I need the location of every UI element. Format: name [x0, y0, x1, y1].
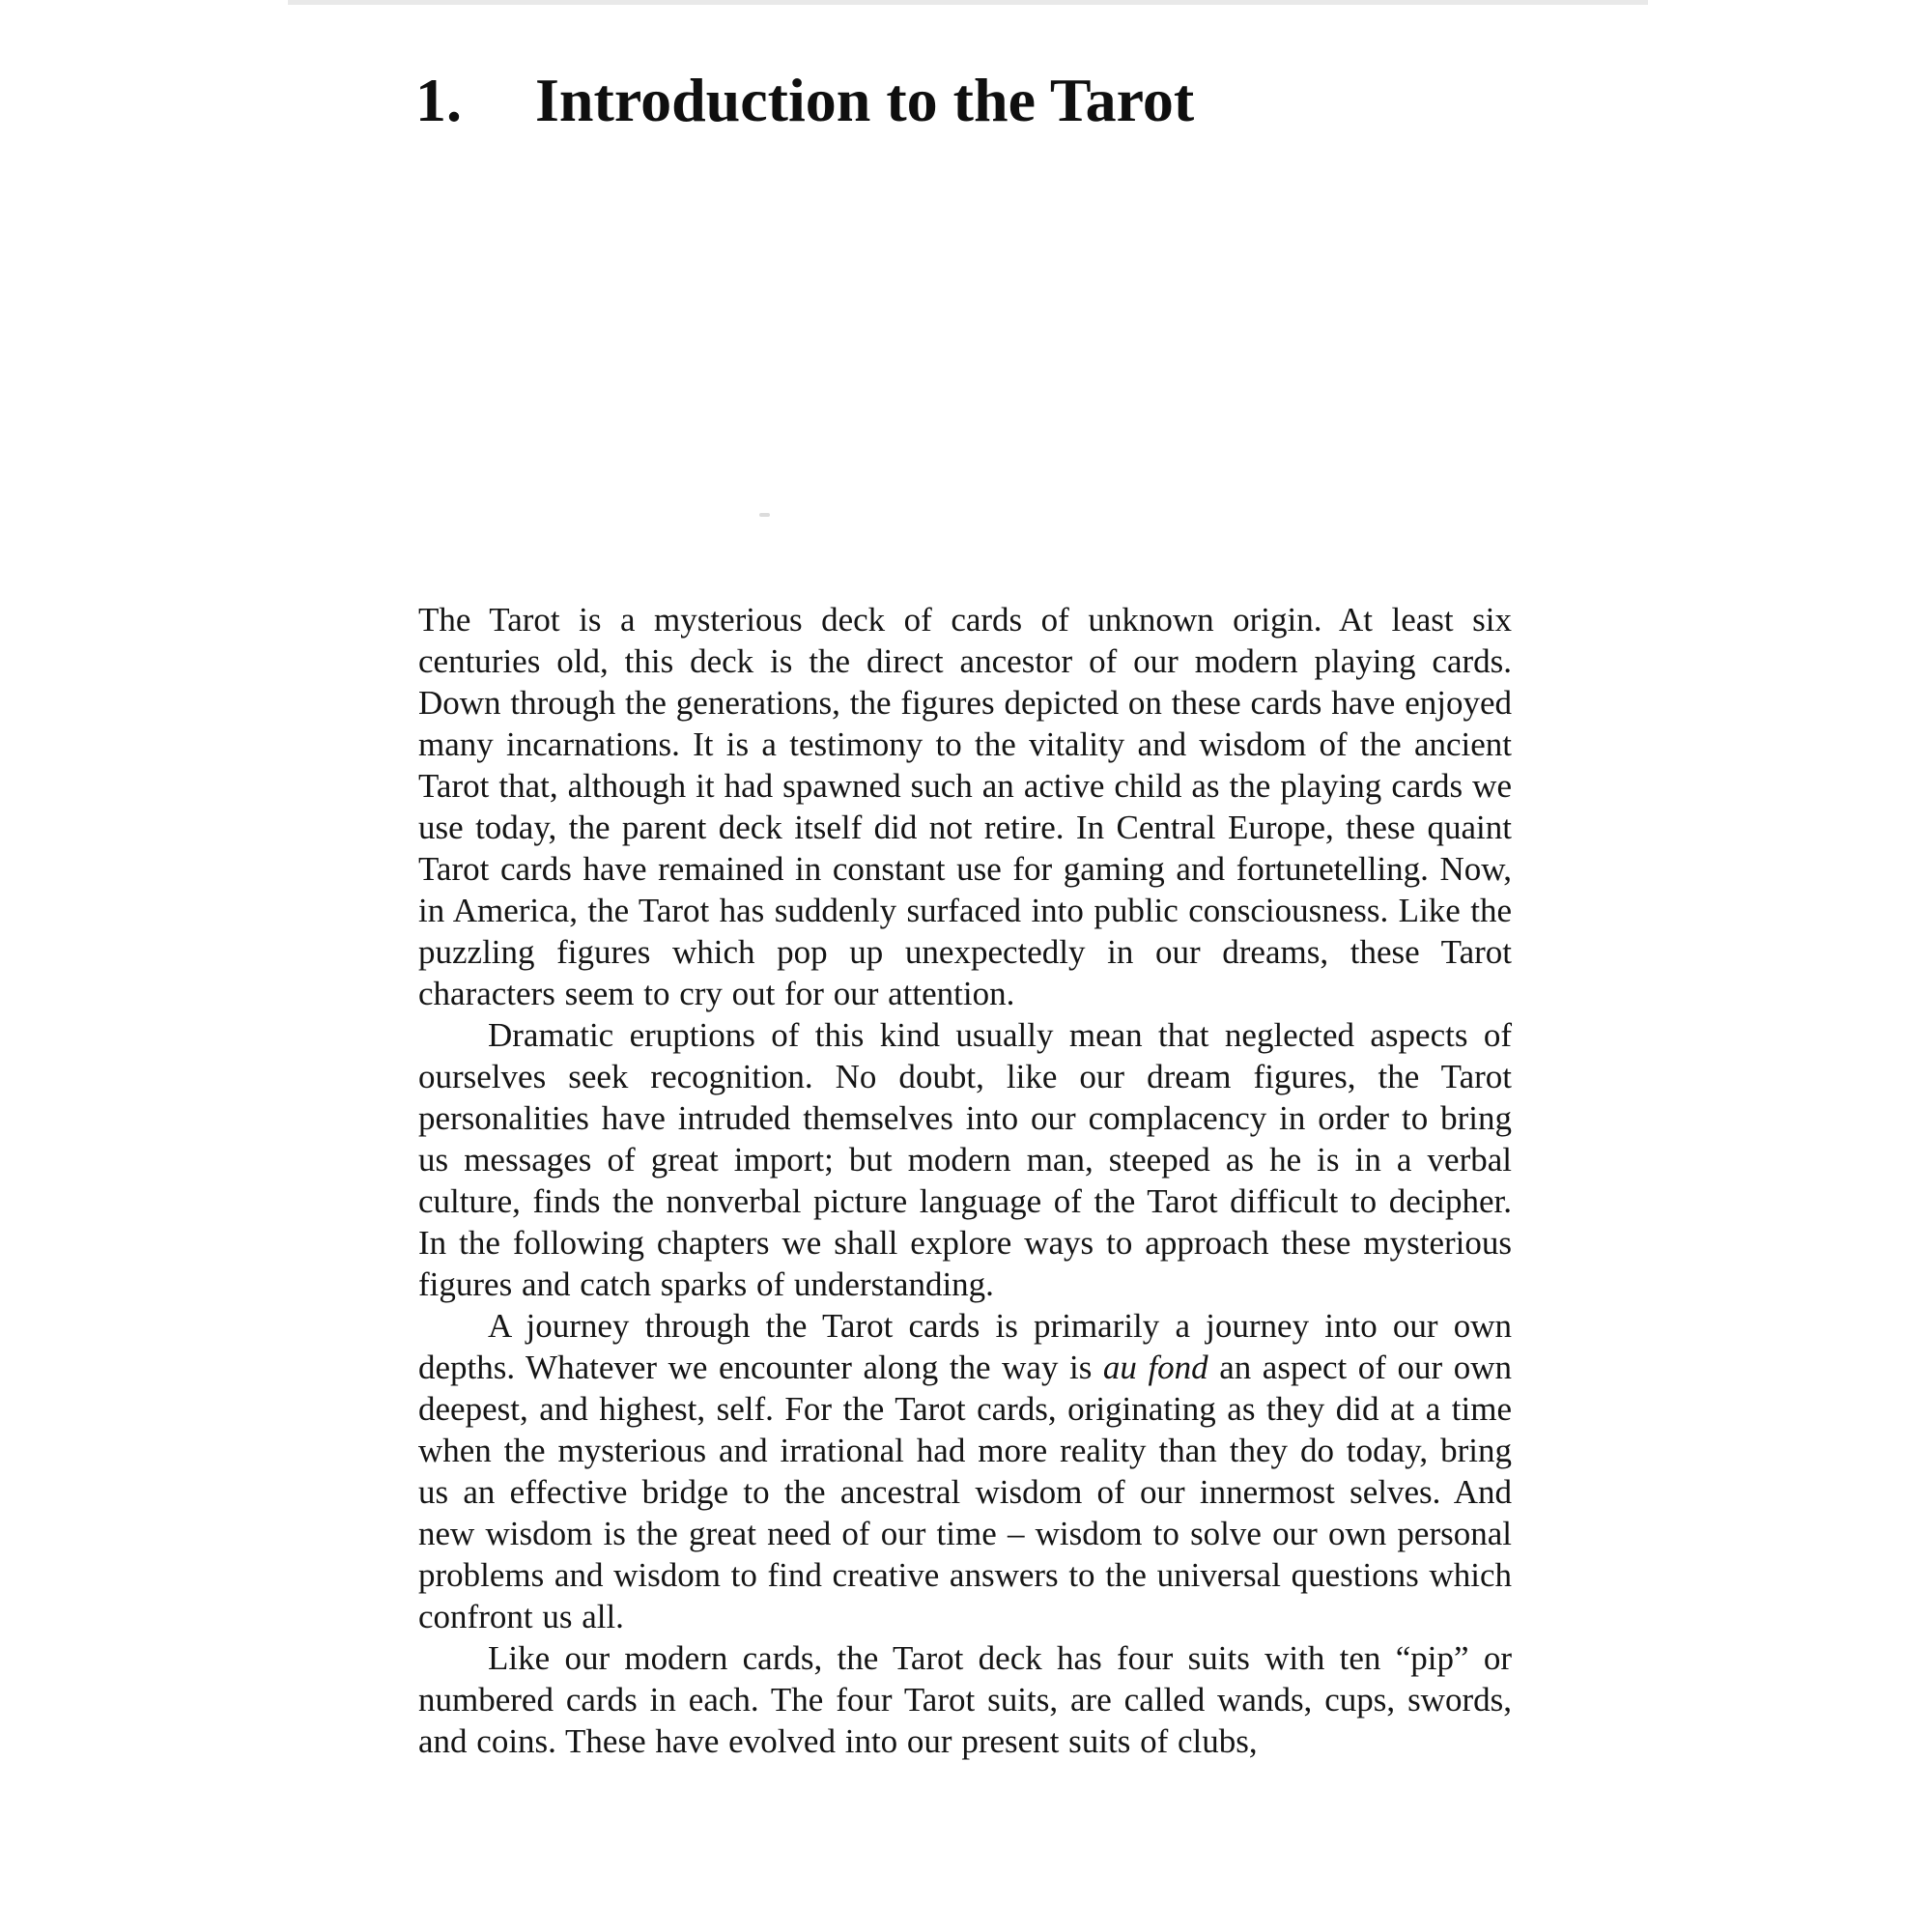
chapter-title: Introduction to the Tarot	[535, 66, 1195, 134]
paragraph-2: Dramatic eruptions of this kind usually mean that neglected aspects of ourselves seek recognition. No doubt, like our dream figures, the Tarot personalities have intruded themselves into our complacency in order to bring us messages of great import; but modern man, steeped as he is in a verbal culture, finds the nonverbal picture language of the Tarot difficult to decipher. In the following chapters we shall explore ways to approach these mysterious figures and catch sparks of understanding.	[418, 1016, 1512, 1303]
scan-artifact-smudge	[759, 513, 770, 517]
paragraph-3	[418, 1305, 1512, 1637]
paragraph-3-tail: an aspect of our own deepest, and highest, self. For the Tarot cards, originating as they did at a time when the mysterious and irrational had more reality than they do today, bring us an effective bridge to the ancestral wisdom of our innermost selves. And new wisdom is the great need of our time – wisdom to solve our own personal problems and wisdom to find creative answers to the universal questions which confront us all.	[418, 1349, 1512, 1635]
italic-phrase: au fond	[1102, 1349, 1208, 1386]
scan-artifact-top-bar	[288, 0, 1648, 5]
chapter-number: 1.	[415, 66, 462, 134]
chapter-heading	[415, 66, 1194, 135]
paragraph-4: Like our modern cards, the Tarot deck has four suits with ten “pip” or numbered cards in each. The four Tarot suits, are called wands, cups, swords, and coins. These have evolved into our present suits of clubs,	[418, 1639, 1512, 1760]
paragraph-3-lead: A journey through the Tarot cards is primarily a journey into our own depths. Whatever we encounter along the way is	[418, 1307, 1512, 1386]
body-text	[418, 599, 1512, 1762]
paragraph-1: The Tarot is a mysterious deck of cards of unknown origin. At least six centuries old, this deck is the direct ancestor of our modern playing cards. Down through the generations, the figures depicted on these cards have enjoyed many incarnations. It is a testimony to the vitality and wisdom of the ancient Tarot that, although it had spawned such an active child as the playing cards we use today, the parent deck itself did not retire. In Central Europe, these quaint Tarot cards have remained in constant use for gaming and fortunetelling. Now, in America, the Tarot has suddenly surfaced into public consciousness. Like the puzzling figures which pop up unexpectedly in our dreams, these Tarot characters seem to cry out for our attention.	[418, 601, 1512, 1012]
